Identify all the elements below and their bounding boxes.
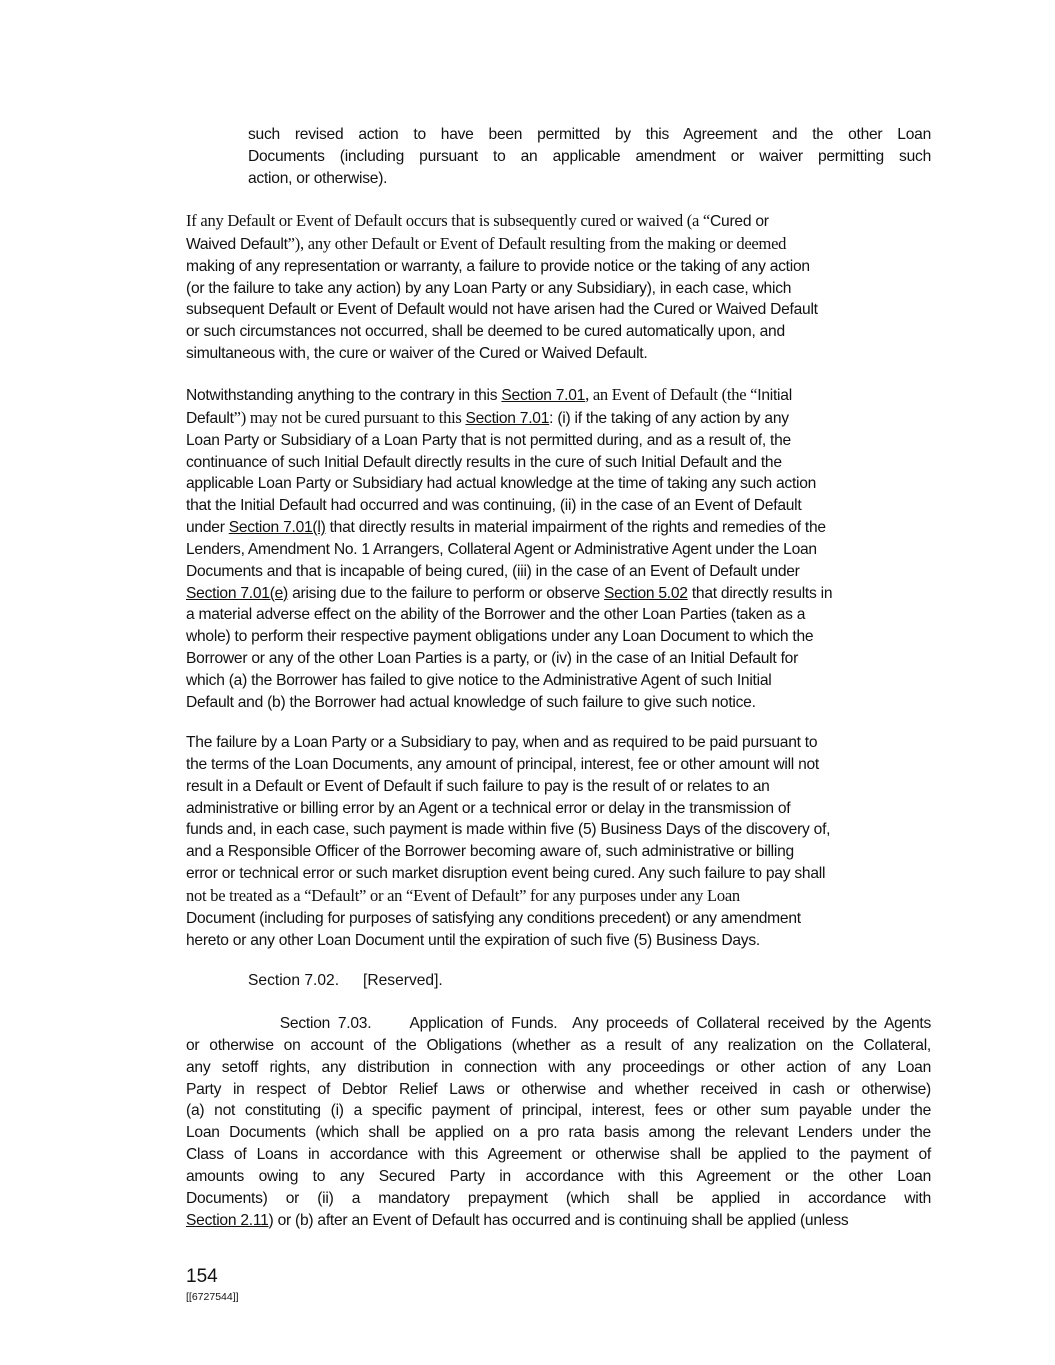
- text-line: [186, 732, 931, 754]
- section-7-02-heading: [248, 970, 443, 992]
- text-line: [186, 626, 931, 648]
- text-segment: : (i) if the taking of any action by any: [549, 409, 789, 427]
- text-segment: funds and, in each case, such payment is made within five (5) Business Days of the discovery of,: [186, 821, 831, 839]
- text-segment: Loan Party or Subsidiary of a Loan Party that is not permitted during, and as a result of, the: [186, 431, 791, 449]
- text-line: [186, 863, 931, 885]
- text-line: [186, 1122, 931, 1144]
- text-segment: Party in respect of Debtor Relief Laws or otherwise and whether received in cash or otherwise): [186, 1080, 931, 1098]
- text-line: [186, 583, 931, 605]
- section-reference-link[interactable]: Section 7.01: [465, 409, 550, 427]
- text-segment: ”) may not be cured pursuant to this: [233, 407, 466, 427]
- text-segment: Default and (b) the Borrower had actual knowledge of such failure to give such notice.: [186, 693, 756, 711]
- text-segment: ”), any other Default or Event of Default resulting from the making or deemed: [287, 233, 787, 253]
- text-segment: (or the failure to take any action) by any Loan Party or any Subsidiary), in each case, which: [186, 279, 792, 297]
- text-segment: administrative or billing error by an Agent or a technical error or delay in the transmission of: [186, 799, 791, 817]
- text-line: [186, 692, 931, 714]
- text-line: [186, 473, 931, 495]
- section-reference-link[interactable]: Section 7.01(l): [228, 519, 326, 537]
- text-segment: Documents and that is incapable of being cured, (iii) in the case of an Event of Default under: [186, 562, 800, 580]
- text-line: [186, 452, 931, 474]
- text-line: [186, 1100, 931, 1122]
- text-segment: The failure by a Loan Party or a Subsidiary to pay, when and as required to be paid pursuant to: [186, 734, 818, 751]
- text-segment: or otherwise on account of the Obligations (whether as a result of any realization on the Collateral,: [186, 1036, 931, 1054]
- text-line: [186, 384, 931, 407]
- text-line: [186, 1057, 931, 1079]
- text-line: [186, 1166, 931, 1188]
- text-segment: Section 7.03. Application of Funds. Any proceeds of Collateral received by the Agents: [186, 1015, 931, 1032]
- page-number: 154: [186, 1266, 218, 1287]
- text-segment: the terms of the Loan Documents, any amount of principal, interest, fee or other amount will not: [186, 755, 820, 773]
- text-segment: ) or (b) after an Event of Default has occurred and is continuing shall be applied (unless: [268, 1211, 849, 1229]
- text-segment: result in a Default or Event of Default if such failure to pay is the result of or relates to an: [186, 777, 770, 795]
- text-segment: Waived Default: [186, 235, 288, 253]
- text-line: [186, 819, 931, 841]
- text-segment: action, or otherwise).: [248, 169, 388, 187]
- paragraph: [186, 1013, 931, 1231]
- text-line: [248, 168, 931, 190]
- text-line: [248, 146, 931, 168]
- text-line: [186, 256, 931, 278]
- text-segment: or such circumstances not occurred, shall be deemed to be cured automatically upon, and: [186, 323, 785, 341]
- paragraph: [186, 210, 931, 365]
- text-segment: Notwithstanding anything to the contrary in this: [186, 387, 502, 404]
- text-line: [186, 407, 931, 430]
- text-line: [186, 776, 931, 798]
- section-number: Section 7.02.: [248, 972, 340, 989]
- text-segment: making of any representation or warranty, a failure to provide notice or the taking of any action: [186, 257, 810, 275]
- text-segment: which (a) the Borrower has failed to give notice to the Administrative Agent of such Initial: [186, 671, 772, 689]
- text-line: [186, 343, 931, 365]
- text-segment: (a) not constituting (i) a specific payment of principal, interest, fees or other sum payable under the: [186, 1102, 931, 1120]
- text-line: [186, 841, 931, 863]
- text-line: [186, 539, 931, 561]
- section-reference-link[interactable]: Section 7.01: [501, 387, 586, 404]
- text-segment: amounts owing to any Secured Party in accordance with this Agreement or the other Loan: [186, 1167, 931, 1185]
- text-line: [186, 278, 931, 300]
- text-segment: Lenders, Amendment No. 1 Arrangers, Collateral Agent or Administrative Agent under the Loan: [186, 540, 817, 558]
- text-line: [186, 495, 931, 517]
- text-segment: any setoff rights, any distribution in connection with any proceedings or other action of any Loan: [186, 1058, 931, 1076]
- paragraph: [248, 124, 931, 190]
- section-reference-link[interactable]: Section 5.02: [604, 584, 688, 602]
- text-segment: such revised action to have been permitted by this Agreement and the other Loan: [248, 126, 931, 143]
- text-segment: Cured or: [710, 213, 769, 230]
- text-segment: under: [186, 519, 229, 537]
- section-title: [Reserved].: [363, 972, 443, 989]
- text-line: [186, 299, 931, 321]
- text-line: [186, 1035, 931, 1057]
- section-reference-link[interactable]: Section 2.11: [186, 1211, 269, 1229]
- text-line: [186, 754, 931, 776]
- text-segment: a material adverse effect on the ability of the Borrower and the other Loan Parties (taken as a: [186, 606, 806, 624]
- text-segment: Loan Documents (which shall be applied on a pro rata basis among the relevant Lenders under the: [186, 1124, 931, 1142]
- text-line: [186, 321, 931, 343]
- text-segment: simultaneous with, the cure or waiver of the Cured or Waived Default.: [186, 345, 648, 363]
- text-line: [186, 561, 931, 583]
- text-segment: , an Event of Default (the “: [585, 385, 758, 404]
- section-reference-link[interactable]: Section 7.01(e): [186, 584, 289, 602]
- text-segment: Default: [186, 409, 234, 427]
- text-segment: Document (including for purposes of satisfying any conditions precedent) or any amendment: [186, 909, 801, 927]
- text-segment: that directly results in material impairment of the rights and remedies of the: [325, 519, 826, 537]
- text-segment: that directly results in: [687, 584, 833, 602]
- text-segment: continuance of such Initial Default directly results in the cure of such Initial Default and the: [186, 453, 782, 471]
- text-line: [186, 670, 931, 692]
- text-line: [248, 124, 931, 146]
- text-segment: If any Default or Event of Default occurs that is subsequently cured or waived (a “: [186, 211, 711, 230]
- text-segment: not be treated as a “Default” or an “Event of Default” for any purposes under any Loan: [186, 885, 740, 905]
- text-segment: applicable Loan Party or Subsidiary had actual knowledge at the time of taking any such action: [186, 475, 817, 493]
- text-line: [186, 885, 931, 908]
- text-line: [186, 1079, 931, 1101]
- text-segment: and a Responsible Officer of the Borrower becoming aware of, such administrative or billing: [186, 843, 794, 861]
- text-segment: Documents (including pursuant to an applicable amendment or waiver permitting such: [248, 147, 931, 165]
- text-line: [186, 1013, 931, 1035]
- text-line: [186, 604, 931, 626]
- text-segment: arising due to the failure to perform or observe: [288, 584, 605, 602]
- document-id: [[6727544]]: [186, 1291, 239, 1303]
- text-line: [186, 1210, 931, 1232]
- text-segment: Documents) or (ii) a mandatory prepayment (which shall be applied in accordance with: [186, 1189, 931, 1207]
- text-segment: Class of Loans in accordance with this Agreement or otherwise shall be applied to the payment of: [186, 1146, 931, 1164]
- paragraph: [186, 732, 931, 951]
- text-segment: that the Initial Default had occurred and was continuing, (ii) in the case of an Event of Default: [186, 497, 802, 515]
- text-line: [186, 517, 931, 539]
- text-segment: Borrower or any of the other Loan Parties is a party, or (iv) in the case of an Initial Default for: [186, 650, 799, 668]
- text-line: [186, 648, 931, 670]
- text-line: [186, 908, 931, 930]
- paragraph: [186, 384, 931, 714]
- text-segment: hereto or any other Loan Document until the expiration of such five (5) Business Days.: [186, 931, 760, 949]
- text-line: [186, 930, 931, 952]
- text-segment: Initial: [757, 387, 792, 404]
- text-line: [186, 430, 931, 452]
- text-segment: whole) to perform their respective payment obligations under any Loan Document to which the: [186, 628, 814, 646]
- text-line: [186, 233, 931, 256]
- text-line: [186, 798, 931, 820]
- text-line: [186, 1144, 931, 1166]
- text-line: [186, 1188, 931, 1210]
- text-line: [186, 210, 931, 233]
- text-segment: error or technical error or such market disruption event being cured. Any such failure to pay shall: [186, 865, 826, 883]
- text-segment: subsequent Default or Event of Default would not have arisen had the Cured or Waived Default: [186, 301, 818, 319]
